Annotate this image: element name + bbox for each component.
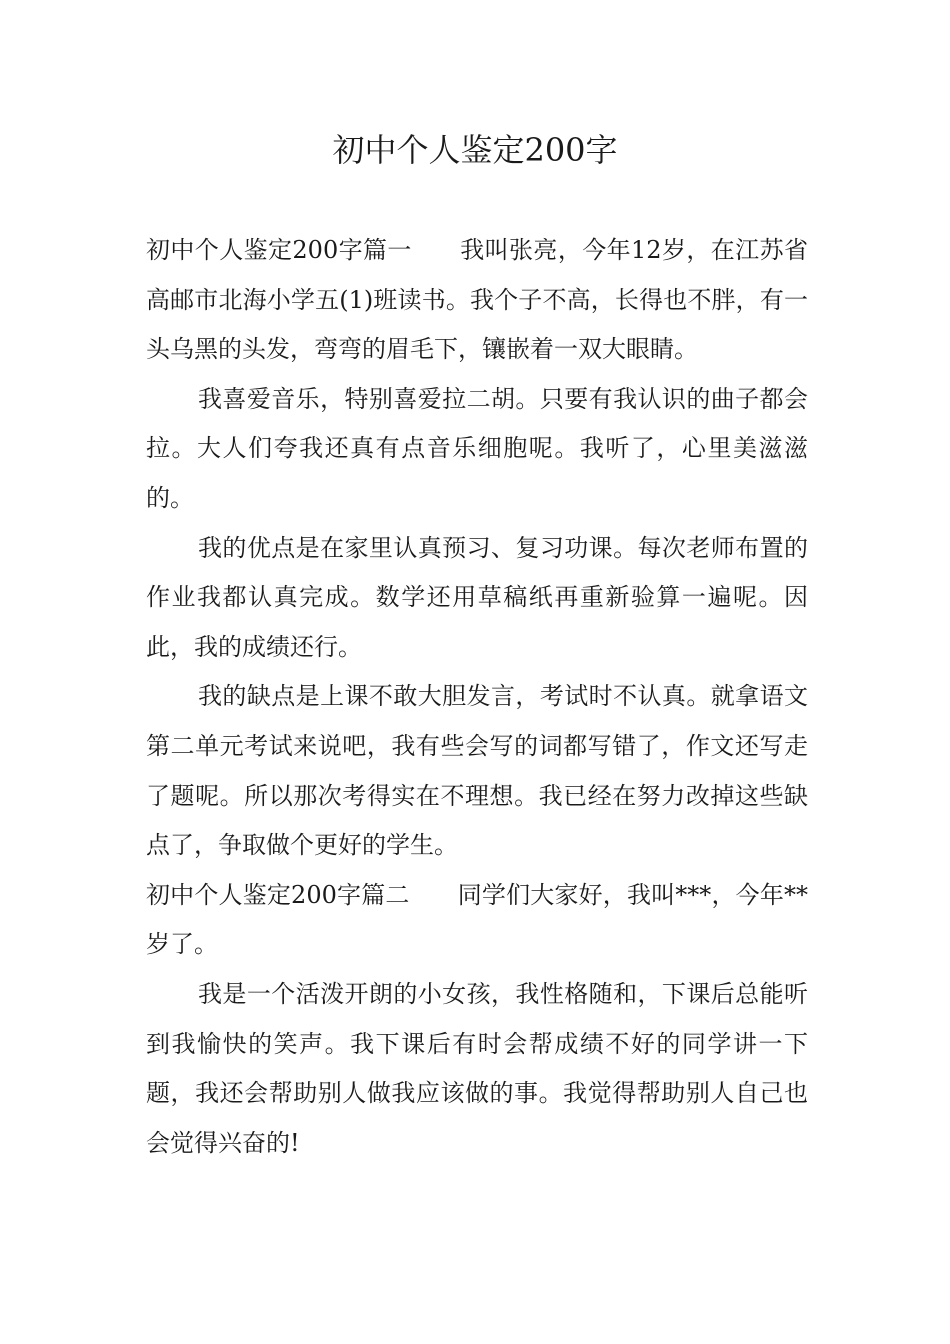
paragraph-6: 我是一个活泼开朗的小女孩，我性格随和，下课后总能听到我愉快的笑声。我下课后有时会帮成绩不好的同学讲一下题，我还会帮助别人做我应该做的事。我觉得帮助别人自己也会觉得兴奋的! [146, 979, 808, 1157]
paragraph-2: 我喜爱音乐，特别喜爱拉二胡。只要有我认识的曲子都会拉。大人们夸我还真有点音乐细胞呢。我听了，心里美滋滋的。 [146, 384, 808, 512]
document-body [146, 226, 808, 1168]
paragraph-5 [146, 871, 808, 970]
paragraph-3: 我的优点是在家里认真预习、复习功课。每次老师布置的作业我都认真完成。数学还用草稿纸再重新验算一遍呢。因此，我的成绩还行。 [146, 533, 808, 661]
paragraph-5-text: 同学们大家好，我叫***，今年**岁了。 [146, 880, 809, 959]
paragraph-1-text: 我叫张亮，今年12岁，在江苏省高邮市北海小学五(1)班读书。我个子不高，长得也不胖，有一头乌黑的头发，弯弯的眉毛下，镶嵌着一双大眼睛。 [146, 236, 808, 364]
paragraph-1 [146, 226, 808, 375]
paragraph-4: 我的缺点是上课不敢大胆发言，考试时不认真。就拿语文第二单元考试来说吧，我有些会写的词都写错了，作文还写走了题呢。所以那次考得实在不理想。我已经在努力改掉这些缺点了，争取做个更好的学生。 [146, 682, 808, 860]
section-heading-1: 初中个人鉴定200字篇一 [146, 236, 412, 264]
section-heading-2: 初中个人鉴定200字篇二 [146, 880, 410, 909]
document-title: 初中个人鉴定200字 [332, 131, 618, 169]
